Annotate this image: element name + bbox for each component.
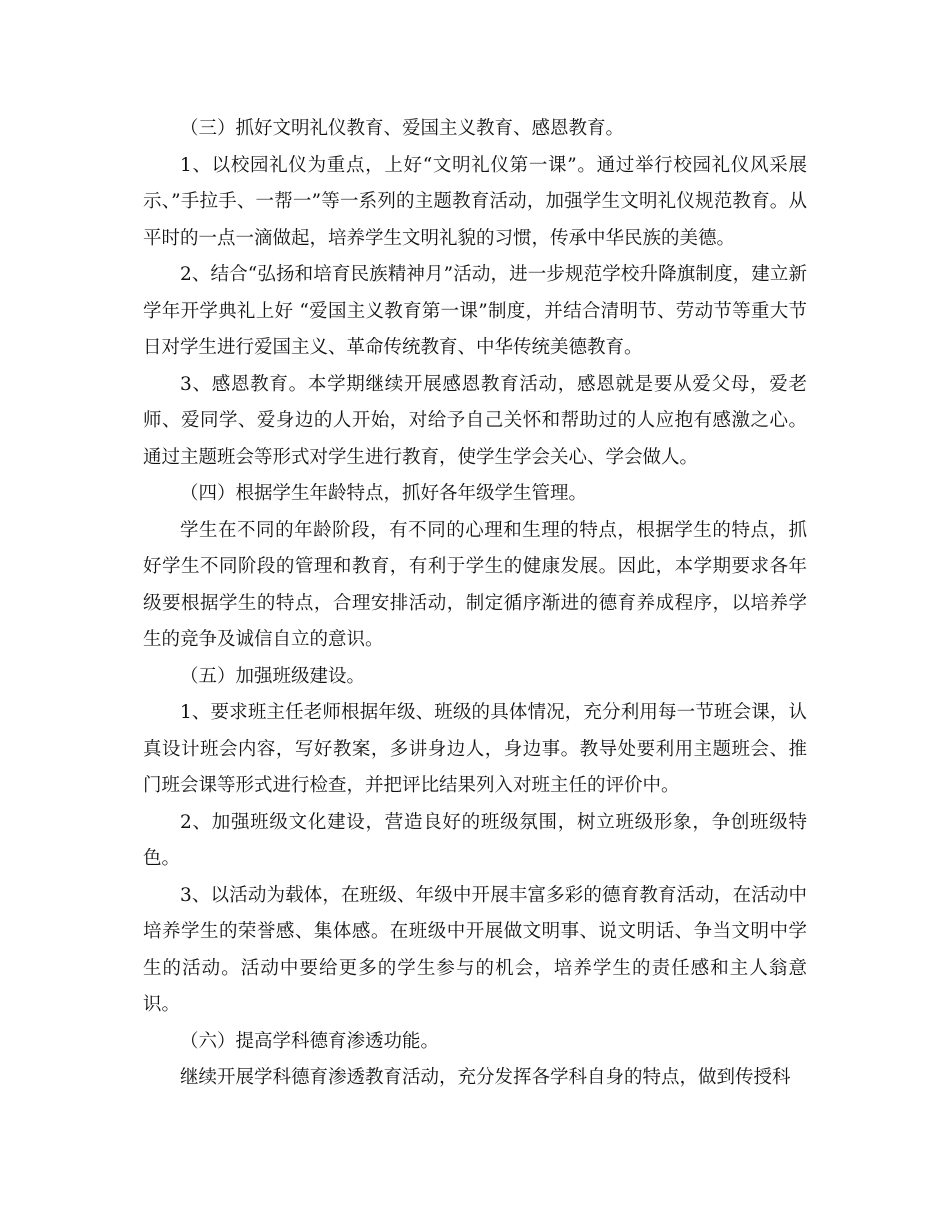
paragraph-class-culture: 2、加强班级文化建设，营造良好的班级氛围，树立班级形象，争创班级特色。 (143, 811, 807, 869)
section-heading-3: （三）抓好文明礼仪教育、爱国主义教育、感恩教育。 (180, 118, 625, 139)
paragraph-patriotism-education: 2、结合“弘扬和培育民族精神月”活动，进一步规范学校升降旗制度，建立新学年开学典礼上好 “爱国主义教育第一课”制度，并结合清明节、劳动节等重大节日对学生进行爱国主义、革命传统教育、中华传统美德教育。 (143, 264, 807, 358)
section-heading-6: （六）提高学科德育渗透功能。 (180, 1030, 440, 1052)
paragraph-class-meeting: 1、要求班主任老师根据年级、班级的具体情况，充分利用每一节班会课，认真设计班会内容，写好教案，多讲身边人，身边事。教导处要利用主题班会、推门班会课等形式进行检查，并把评比结果列入对班主任的评价中。 (143, 702, 807, 796)
section-heading-5: （五）加强班级建设。 (180, 665, 366, 687)
document-body (143, 111, 807, 1097)
paragraph-etiquette-education: 1、以校园礼仪为重点，上好“文明礼仪第一课”。通过举行校园礼仪风采展示、”手拉手、一帮一”等一系列的主题教育活动，加强学生文明礼仪规范教育。从平时的一点一滴做起，培养学生文明礼貌的习惯，传承中华民族的美德。 (143, 154, 807, 249)
paragraph-grade-management: 学生在不同的年龄阶段，有不同的心理和生理的特点，根据学生的特点，抓好学生不同阶段的管理和教育，有利于学生的健康发展。因此，本学期要求各年级要根据学生的特点，合理安排活动，制定循序渐进的德育养成程序，以培养学生的竞争及诚信自立的意识。 (143, 519, 807, 650)
section-heading-4: （四）根据学生年龄特点，抓好各年级学生管理。 (180, 483, 588, 504)
paragraph-class-activities: 3、以活动为载体，在班级、年级中开展丰富多彩的德育教育活动，在活动中培养学生的荣誉感、集体感。在班级中开展做文明事、说文明话、争当文明中学生的活动。活动中要给更多的学生参与的机会，培养学生的责任感和主人翁意识。 (143, 884, 807, 1015)
paragraph-subject-moral-education: 继续开展学科德育渗透教育活动，充分发挥各学科自身的特点，做到传授科 (180, 1067, 791, 1088)
paragraph-gratitude-education: 3、感恩教育。本学期继续开展感恩教育活动，感恩就是要从爱父母，爱老师、爱同学、爱身边的人开始，对给予自己关怀和帮助过的人应抱有感激之心。通过主题班会等形式对学生进行教育，使学生学会关心、学会做人。 (143, 373, 807, 468)
